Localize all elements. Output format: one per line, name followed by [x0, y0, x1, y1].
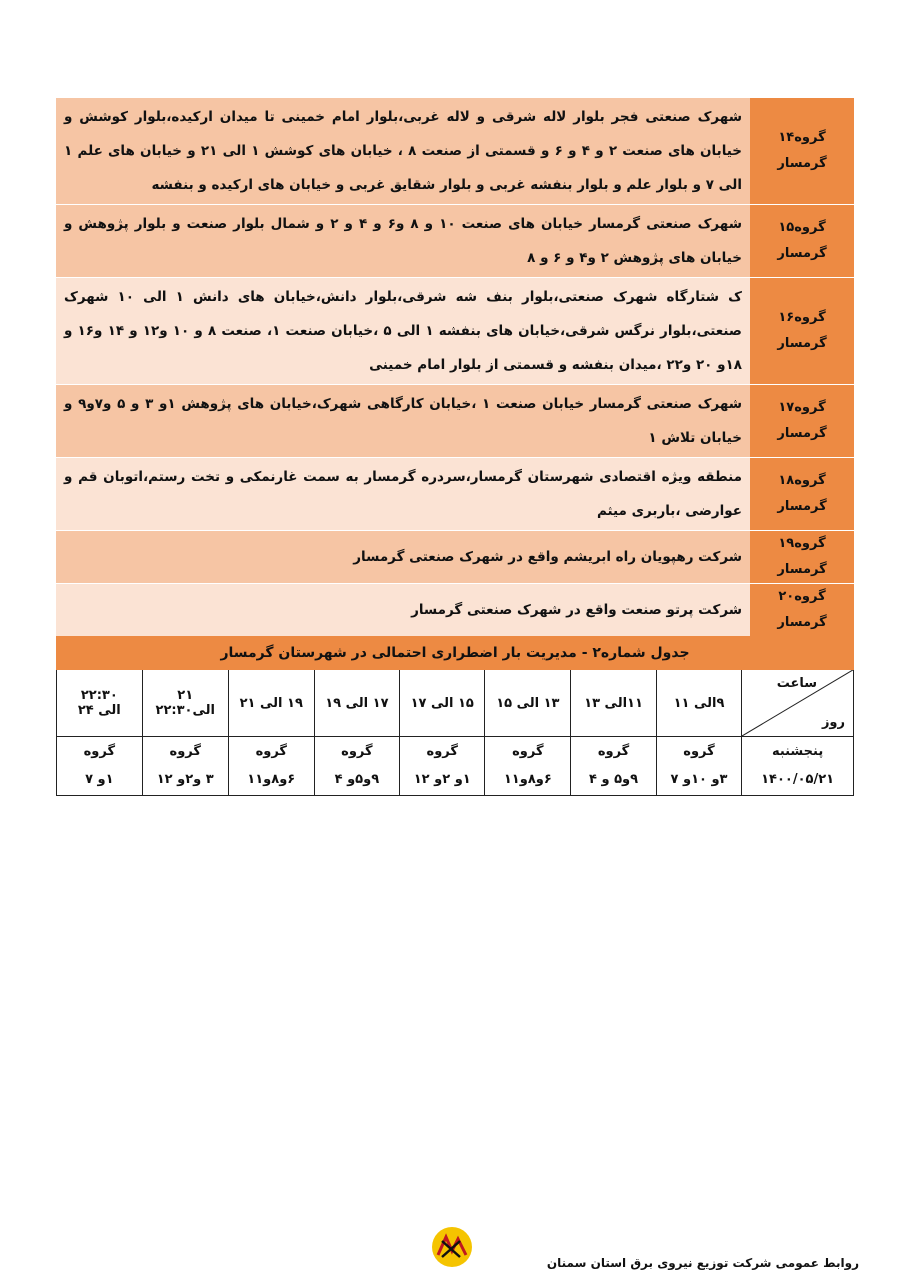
group-assignment-cell	[485, 737, 571, 796]
group-assignment-cell	[314, 737, 399, 796]
group-city: گرمسار	[777, 562, 827, 577]
assignment-label: گروه	[341, 744, 373, 759]
schedule-corner-header	[742, 670, 854, 737]
group-city: گرمسار	[777, 426, 827, 441]
group-city: گرمسار	[777, 246, 827, 261]
group-row	[56, 278, 854, 385]
assignment-label: گروه	[426, 744, 458, 759]
time-slot-line1: ۲۲:۳۰	[80, 688, 118, 703]
assignment-groups: ۱و ۷	[85, 772, 114, 787]
assignment-groups: ۱و ۲و ۱۲	[413, 772, 471, 787]
electric-company-logo-icon	[430, 1225, 474, 1269]
time-slot-line1: ۱۷ الی ۱۹	[325, 695, 389, 711]
group-label	[750, 205, 854, 278]
time-slot-header	[314, 670, 399, 737]
assignment-label: گروه	[597, 744, 630, 759]
assignment-groups: ۹و۵ و ۴	[589, 772, 639, 787]
time-slot-line1: ۱۵ الی ۱۷	[410, 695, 474, 711]
group-number: گروه۱۸	[778, 473, 826, 488]
group-description: شرکت پرتو صنعت واقع در شهرک صنعتی گرمسار	[56, 584, 750, 637]
group-number: گروه۱۴	[778, 130, 826, 145]
hour-header-label: ساعت	[776, 676, 817, 691]
time-slot-header	[57, 670, 143, 737]
groups-table	[56, 98, 854, 637]
time-slot-header	[228, 670, 314, 737]
group-city: گرمسار	[777, 615, 827, 630]
group-row	[56, 98, 854, 205]
assignment-groups: ۹و۵و ۴	[334, 772, 380, 787]
group-label	[750, 458, 854, 531]
group-label	[750, 584, 854, 637]
assignment-groups: ۶و۸و۱۱	[247, 772, 296, 787]
group-assignment-cell	[228, 737, 314, 796]
time-slot-header	[400, 670, 485, 737]
group-number: گروه۱۵	[778, 220, 826, 235]
assignment-label: گروه	[255, 744, 287, 759]
assignment-groups: ۶و۸و۱۱	[503, 772, 552, 787]
load-management-schedule-table	[56, 636, 854, 796]
time-slot-header	[142, 670, 228, 737]
group-row	[56, 205, 854, 278]
time-slot-line2: الی ۲۴	[77, 703, 121, 718]
group-description: شهرک صنعتی فجر بلوار لاله شرقی و لاله غربی،بلوار امام خمینی تا میدان ارکیده،بلوار کوشش و خیابان های صنعت ۲ و ۴ و ۶ و قسمتی از صنعت ۸ ، خیابان های کوشش ۱ الی ۲۱ و خیابان های علم ۱ الی ۷ و بلوار علم و بلوار بنفشه غربی و بلوار شقایق غربی و خیابان های ارکیده و بنفشه	[56, 98, 750, 205]
time-slot-line1: ۲۱	[177, 688, 194, 703]
group-assignment-cell	[400, 737, 485, 796]
day-header-label: روز	[821, 715, 845, 730]
group-label	[750, 278, 854, 385]
group-assignment-cell	[57, 737, 143, 796]
group-assignment-cell	[571, 737, 657, 796]
group-assignment-cell	[142, 737, 228, 796]
day-name: پنجشنبه	[771, 744, 824, 759]
time-slot-line1: ۹الی ۱۱	[673, 695, 725, 711]
group-description: شهرک صنعتی گرمسار خیابان های صنعت ۱۰ و ۸ و۶ و ۴ و ۲ و شمال بلوار صنعت و بلوار پژوهش و خیابان های پژوهش ۲ و۴ و ۶ و ۸	[56, 205, 750, 278]
group-row	[56, 385, 854, 458]
time-slot-header	[485, 670, 571, 737]
group-number: گروه۱۶	[778, 310, 826, 325]
time-slot-header	[571, 670, 657, 737]
group-label	[750, 531, 854, 584]
time-slot-line1: ۱۳ الی ۱۵	[496, 695, 560, 711]
group-description: شهرک صنعتی گرمسار خیابان صنعت ۱ ،خیابان کارگاهی شهرک،خیابان های پژوهش ۱و ۳ و ۵ و۷و۹ و خیابان تلاش ۱	[56, 385, 750, 458]
time-slot-line2: الی۲۲:۳۰	[155, 703, 215, 718]
group-assignment-cell	[656, 737, 741, 796]
time-slot-header	[656, 670, 741, 737]
group-number: گروه۲۰	[778, 589, 826, 604]
group-description: شرکت رهپویان راه ابریشم واقع در شهرک صنعتی گرمسار	[56, 531, 750, 584]
time-slot-line1: ۱۹ الی ۲۱	[239, 695, 303, 711]
assignment-label: گروه	[169, 744, 201, 759]
day-date: ۱۴۰۰/۰۵/۲۱	[761, 772, 835, 787]
schedule-title: جدول شماره۲ - مدیریت بار اضطراری احتمالی در شهرستان گرمسار	[57, 637, 854, 670]
group-description: منطقه ویژه اقتصادی شهرستان گرمسار،سردره گرمسار به سمت غارنمکی و تخت رستم،اتوبان قم و عوارضی ،باربری میثم	[56, 458, 750, 531]
group-label	[750, 98, 854, 205]
group-city: گرمسار	[777, 336, 827, 351]
group-city: گرمسار	[777, 156, 827, 171]
group-number: گروه۱۷	[778, 400, 826, 415]
group-row	[56, 531, 854, 584]
assignment-groups: ۳ و۲و ۱۲	[156, 772, 214, 787]
footer-credit: روابط عمومی شرکت توزیع نیروی برق استان سمنان	[546, 1256, 859, 1270]
assignment-label: گروه	[512, 744, 544, 759]
assignment-label: گروه	[83, 744, 116, 759]
group-row	[56, 458, 854, 531]
group-number: گروه۱۹	[778, 536, 826, 551]
time-slot-line1: ۱۱الی ۱۳	[584, 695, 643, 711]
assignment-groups: ۳و ۱۰و ۷	[670, 772, 728, 787]
assignment-label: گروه	[683, 744, 715, 759]
day-cell	[742, 737, 854, 796]
group-row	[56, 584, 854, 637]
group-label	[750, 385, 854, 458]
group-description: ک شتارگاه شهرک صنعتی،بلوار بنف شه شرقی،بلوار دانش،خیابان های دانش ۱ الی ۱۰ شهرک صنعتی،بلوار نرگس شرقی،خیابان های بنفشه ۱ الی ۵ ،خیابان صنعت ۱، صنعت ۸ و ۱۰ و۱۲ و ۱۴ و۱۶ و ۱۸و ۲۰ و۲۲ ،میدان بنفشه و قسمتی از بلوار امام خمینی	[56, 278, 750, 385]
group-city: گرمسار	[777, 499, 827, 514]
